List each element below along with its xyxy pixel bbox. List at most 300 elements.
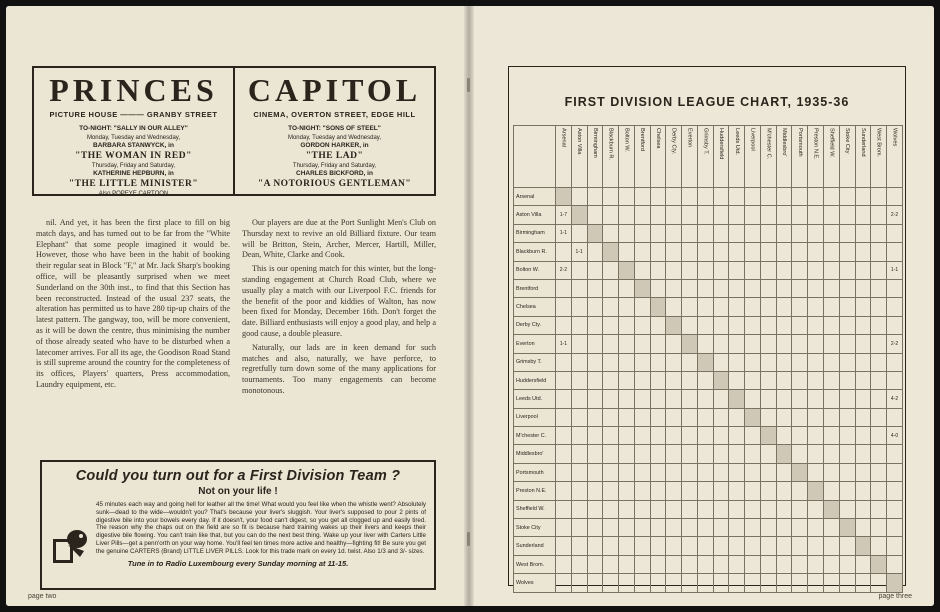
result-cell (839, 279, 855, 297)
result-cell (887, 188, 903, 206)
result-cell (666, 298, 682, 316)
result-cell (855, 427, 871, 445)
result-cell (697, 206, 713, 224)
result-cell (650, 261, 666, 279)
result-cell (713, 500, 729, 518)
result-cell (556, 316, 572, 334)
result-cell (587, 482, 603, 500)
result-cell (634, 298, 650, 316)
result-cell (792, 353, 808, 371)
result-cell (729, 555, 745, 573)
result-cell (887, 519, 903, 537)
result-cell (697, 279, 713, 297)
result-cell (887, 537, 903, 555)
result-cell (792, 445, 808, 463)
column-header (839, 126, 855, 188)
result-cell (682, 261, 698, 279)
result-cell (855, 555, 871, 573)
result-cell (871, 188, 887, 206)
result-cell (697, 224, 713, 242)
result-cell (855, 371, 871, 389)
result-cell (808, 555, 824, 573)
result-cell (887, 243, 903, 261)
result-cell (760, 316, 776, 334)
result-cell (808, 316, 824, 334)
result-cell (887, 463, 903, 481)
result-cell (650, 243, 666, 261)
result-cell (760, 390, 776, 408)
result-cell (839, 261, 855, 279)
article-paragraph: This is our opening match for this winter, but the long-standing engagement at Church Road Club, where we usually play a match with our Liverpool F.C. friends for the benefit of the poor and kiddies of Walton, has now been fixed for Monday, December 16th. Don't forget the date. Billiard enthusiasts will enjoy a good play, and help a good cause, a double pleasure. (242, 264, 436, 338)
result-cell (855, 298, 871, 316)
result-cell (571, 224, 587, 242)
result-cell (650, 482, 666, 500)
result-cell (729, 206, 745, 224)
self-cell (666, 316, 682, 334)
result-cell (729, 408, 745, 426)
result-cell (603, 482, 619, 500)
result-cell (682, 555, 698, 573)
result-cell (776, 206, 792, 224)
result-cell (619, 537, 635, 555)
result-cell (571, 463, 587, 481)
result-cell (776, 298, 792, 316)
princes-days2: Thursday, Friday and Saturday, (91, 162, 176, 169)
row-team-label: Birmingham (514, 224, 556, 242)
column-team-label: West Brom. (875, 128, 882, 158)
result-cell (729, 335, 745, 353)
result-cell (603, 445, 619, 463)
column-header (792, 126, 808, 188)
result-cell (855, 519, 871, 537)
result-cell (587, 298, 603, 316)
result-cell (871, 445, 887, 463)
result-cell (571, 574, 587, 592)
result-cell (729, 224, 745, 242)
result-cell: 1-1 (556, 335, 572, 353)
result-cell (571, 261, 587, 279)
row-team-label: Aston Villa (514, 206, 556, 224)
self-cell (776, 445, 792, 463)
result-cell (571, 390, 587, 408)
princes-star2: KATHERINE HEPBURN, in (93, 170, 174, 177)
result-cell (713, 555, 729, 573)
article-column-2 (242, 218, 436, 440)
result-cell (666, 574, 682, 592)
result-cell (871, 224, 887, 242)
result-cell (745, 500, 761, 518)
page-two (6, 6, 468, 606)
result-cell (634, 408, 650, 426)
results-grid (513, 125, 903, 593)
result-cell (808, 463, 824, 481)
column-team-label: Bolton W. (623, 128, 630, 152)
table-row (514, 537, 903, 555)
result-cell (697, 243, 713, 261)
column-header (634, 126, 650, 188)
result-cell (792, 224, 808, 242)
result-cell (556, 371, 572, 389)
result-cell (571, 555, 587, 573)
result-cell (776, 353, 792, 371)
result-cell (808, 427, 824, 445)
result-cell (697, 408, 713, 426)
row-team-label: M'chester C. (514, 427, 556, 445)
result-cell: 1-7 (556, 206, 572, 224)
result-cell (839, 188, 855, 206)
result-cell (587, 206, 603, 224)
result-cell (855, 353, 871, 371)
column-team-label: Sheffield W. (828, 128, 835, 158)
result-cell (650, 206, 666, 224)
result-cell (855, 243, 871, 261)
result-cell (887, 224, 903, 242)
result-cell (729, 445, 745, 463)
column-header (808, 126, 824, 188)
result-cell (808, 335, 824, 353)
result-cell (634, 519, 650, 537)
self-cell (571, 206, 587, 224)
result-cell (745, 537, 761, 555)
result-cell (571, 279, 587, 297)
result-cell (808, 445, 824, 463)
result-cell (650, 279, 666, 297)
result-cell (871, 500, 887, 518)
result-cell (776, 371, 792, 389)
result-cell (824, 537, 840, 555)
result-cell (808, 519, 824, 537)
result-cell: 2-2 (556, 261, 572, 279)
result-cell (697, 335, 713, 353)
result-cell (729, 537, 745, 555)
row-team-label: Stoke City (514, 519, 556, 537)
table-row (514, 519, 903, 537)
result-cell (603, 537, 619, 555)
column-team-label: Liverpool (749, 128, 756, 151)
result-cell (603, 463, 619, 481)
row-team-label: Derby Cty. (514, 316, 556, 334)
result-cell (619, 371, 635, 389)
result-cell: 2-2 (887, 206, 903, 224)
grid-corner (514, 126, 556, 188)
result-cell (650, 224, 666, 242)
result-cell (808, 353, 824, 371)
result-cell (745, 188, 761, 206)
column-team-label: Aston Villa (576, 128, 583, 155)
result-cell (776, 519, 792, 537)
result-cell (650, 353, 666, 371)
column-header (666, 126, 682, 188)
result-cell (839, 555, 855, 573)
self-cell (587, 224, 603, 242)
result-cell (855, 224, 871, 242)
result-cell (587, 445, 603, 463)
result-cell (713, 463, 729, 481)
result-cell (603, 188, 619, 206)
result-cell (634, 482, 650, 500)
result-cell (587, 353, 603, 371)
row-team-label: Brentford (514, 279, 556, 297)
result-cell (855, 500, 871, 518)
result-cell (697, 574, 713, 592)
result-cell (855, 445, 871, 463)
result-cell (855, 463, 871, 481)
result-cell (824, 555, 840, 573)
table-row (514, 445, 903, 463)
page-number-left: page two (28, 593, 57, 600)
result-cell (808, 279, 824, 297)
result-cell (839, 371, 855, 389)
result-cell (619, 206, 635, 224)
result-cell (634, 555, 650, 573)
result-cell: 1-1 (887, 261, 903, 279)
result-cell (776, 243, 792, 261)
result-cell (619, 188, 635, 206)
result-cell (792, 261, 808, 279)
carters-tagline: Tune in to Radio Luxembourg every Sunday morning at 11-15. (127, 558, 349, 568)
row-team-label: Middlesbro' (514, 445, 556, 463)
result-cell (571, 298, 587, 316)
spine (464, 6, 474, 606)
capitol-days1: Monday, Tuesday and Wednesday, (287, 134, 382, 141)
result-cell (634, 537, 650, 555)
result-cell (603, 206, 619, 224)
result-cell (587, 316, 603, 334)
result-cell (824, 445, 840, 463)
result-cell (666, 482, 682, 500)
result-cell (587, 279, 603, 297)
result-cell (839, 353, 855, 371)
self-cell (824, 500, 840, 518)
result-cell (839, 408, 855, 426)
carters-body: 45 minutes each way and going hell for leather all the time! What would you feel like when the whistle went? Absolutely sunk—dead to the wide—wouldn't you? That's because your liver's sluggish. Your liver's supposed to pour 2 pints of digestive bile into your bowels every day. If it doesn't, your food can't digest, so you get all clogged up and easily tired. The reason why the chaps out on the field are so fit is because hard training wakes up their livers and keeps their digestive bile flowing. You can't train like that, but you can do the next best thing. Wake up your liver with Carters Little Liver Pills—get a penn'orth on your way home. You'll feel ten times more active and healthy—fighting fit! Be sure you get the genuine CARTERS (Brand) LITTLE LIVER PILLS. Look for this trade mark on every 1d. twist. Also 1/3 and 3/- sizes. (96, 501, 426, 555)
result-cell (745, 371, 761, 389)
result-cell (855, 482, 871, 500)
column-team-label: Middlesbro' (781, 128, 788, 157)
table-row (514, 574, 903, 592)
result-cell (760, 500, 776, 518)
result-cell (855, 390, 871, 408)
result-cell (666, 427, 682, 445)
result-cell (776, 188, 792, 206)
result-cell (855, 279, 871, 297)
article-columns (36, 218, 436, 440)
column-team-label: Huddersfield (718, 128, 725, 160)
result-cell (682, 390, 698, 408)
result-cell (839, 500, 855, 518)
result-cell (682, 537, 698, 555)
column-team-label: Derby Cty. (670, 128, 677, 155)
row-team-label: Grimsby T. (514, 353, 556, 371)
result-cell (839, 335, 855, 353)
result-cell (603, 224, 619, 242)
result-cell (682, 243, 698, 261)
programme-spread (6, 6, 934, 606)
result-cell (650, 335, 666, 353)
result-cell (887, 445, 903, 463)
result-cell (571, 353, 587, 371)
table-row (514, 188, 903, 206)
result-cell (603, 555, 619, 573)
column-team-label: Stoke City (844, 128, 851, 154)
result-cell (871, 390, 887, 408)
result-cell (839, 574, 855, 592)
result-cell (808, 224, 824, 242)
result-cell (855, 408, 871, 426)
result-cell (792, 408, 808, 426)
result-cell (871, 463, 887, 481)
result-cell (776, 316, 792, 334)
self-cell (871, 555, 887, 573)
result-cell (666, 537, 682, 555)
result-cell (776, 574, 792, 592)
result-cell (824, 224, 840, 242)
result-cell (666, 279, 682, 297)
result-cell (729, 519, 745, 537)
result-cell (713, 519, 729, 537)
result-cell (871, 519, 887, 537)
column-header (682, 126, 698, 188)
result-cell (697, 500, 713, 518)
result-cell (603, 335, 619, 353)
result-cell (824, 316, 840, 334)
result-cell (745, 206, 761, 224)
result-cell (666, 500, 682, 518)
result-cell (571, 537, 587, 555)
result-cell (603, 371, 619, 389)
result-cell (887, 316, 903, 334)
result-cell (776, 335, 792, 353)
result-cell (650, 500, 666, 518)
self-cell (792, 463, 808, 481)
result-cell (697, 371, 713, 389)
result-cell (776, 482, 792, 500)
result-cell (682, 298, 698, 316)
page-number-right: page three (878, 593, 912, 600)
self-cell (603, 243, 619, 261)
result-cell (855, 261, 871, 279)
result-cell (587, 519, 603, 537)
result-cell (697, 298, 713, 316)
result-cell (824, 243, 840, 261)
result-cell (697, 188, 713, 206)
row-team-label: Arsenal (514, 188, 556, 206)
result-cell (603, 353, 619, 371)
result-cell (571, 482, 587, 500)
result-cell (571, 335, 587, 353)
result-cell (603, 519, 619, 537)
row-team-label: Leeds Utd. (514, 390, 556, 408)
result-cell (745, 445, 761, 463)
result-cell (682, 206, 698, 224)
result-cell (666, 408, 682, 426)
result-cell (556, 500, 572, 518)
result-cell (682, 574, 698, 592)
result-cell (571, 371, 587, 389)
result-cell (556, 390, 572, 408)
self-cell (650, 298, 666, 316)
result-cell (666, 261, 682, 279)
result-cell (587, 463, 603, 481)
result-cell (556, 298, 572, 316)
row-team-label: Portsmouth (514, 463, 556, 481)
result-cell (745, 261, 761, 279)
capitol-star2: CHARLES BICKFORD, in (296, 170, 373, 177)
result-cell (587, 408, 603, 426)
result-cell (760, 408, 776, 426)
table-row (514, 335, 903, 353)
result-cell (619, 574, 635, 592)
capitol-star1: GORDON HARKER, in (300, 142, 369, 149)
result-cell (634, 243, 650, 261)
result-cell (824, 188, 840, 206)
result-cell (792, 206, 808, 224)
result-cell (556, 408, 572, 426)
result-cell (556, 243, 572, 261)
result-cell (839, 390, 855, 408)
princes-film2: "THE LITTLE MINISTER" (68, 178, 199, 189)
result-cell (745, 243, 761, 261)
result-cell (556, 463, 572, 481)
result-cell (697, 463, 713, 481)
result-cell (697, 316, 713, 334)
result-cell (556, 482, 572, 500)
result-cell (839, 316, 855, 334)
row-team-label: Wolves (514, 574, 556, 592)
result-cell (603, 298, 619, 316)
table-row (514, 408, 903, 426)
column-header (824, 126, 840, 188)
result-cell (619, 224, 635, 242)
result-cell (824, 390, 840, 408)
result-cell (634, 500, 650, 518)
result-cell (634, 445, 650, 463)
table-row (514, 482, 903, 500)
result-cell (887, 408, 903, 426)
result-cell (808, 390, 824, 408)
result-cell (682, 482, 698, 500)
result-cell (587, 555, 603, 573)
row-team-label: Chelsea (514, 298, 556, 316)
result-cell (666, 224, 682, 242)
result-cell (587, 188, 603, 206)
princes-name: PRINCES (49, 72, 218, 108)
self-cell (808, 482, 824, 500)
result-cell (682, 279, 698, 297)
row-team-label: Sunderland (514, 537, 556, 555)
result-cell (808, 206, 824, 224)
result-cell (650, 316, 666, 334)
result-cell (808, 298, 824, 316)
result-cell (871, 279, 887, 297)
princes-subtitle: PICTURE HOUSE ——— GRANBY STREET (49, 110, 218, 119)
pill-box-icon (50, 527, 90, 565)
self-cell (729, 390, 745, 408)
result-cell (713, 316, 729, 334)
result-cell (760, 335, 776, 353)
result-cell (571, 445, 587, 463)
result-cell (603, 574, 619, 592)
result-cell (776, 408, 792, 426)
result-cell: 4-2 (887, 390, 903, 408)
result-cell (729, 261, 745, 279)
result-cell (871, 316, 887, 334)
result-cell (697, 519, 713, 537)
result-cell (619, 279, 635, 297)
result-cell (760, 261, 776, 279)
result-cell (792, 316, 808, 334)
result-cell (729, 574, 745, 592)
